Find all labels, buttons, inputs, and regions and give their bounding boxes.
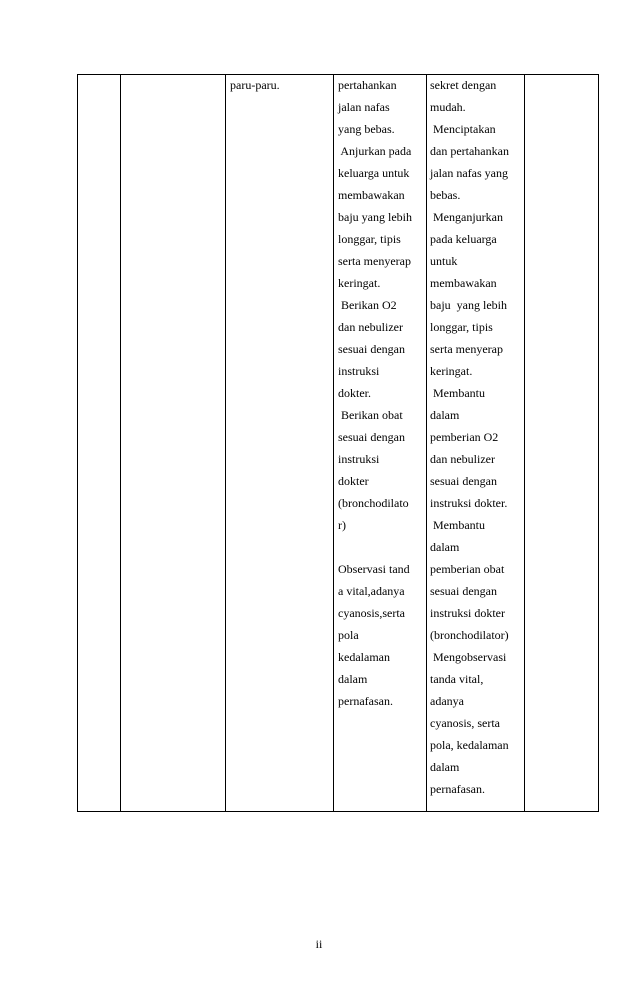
- cell-line: cyanosis, serta: [430, 716, 500, 730]
- cell-line: membawakan: [430, 276, 497, 290]
- column-divider: [426, 75, 427, 811]
- cell-line: membawakan: [338, 188, 405, 202]
- cell-line: Menciptakan: [430, 122, 496, 136]
- cell-line: Menganjurkan: [430, 210, 503, 224]
- cell-line: sesuai dengan: [430, 584, 497, 598]
- column-divider: [333, 75, 334, 811]
- cell-line: longgar, tipis: [430, 320, 493, 334]
- cell-line: sekret dengan: [430, 78, 497, 92]
- cell-line: paru-paru.: [230, 78, 280, 92]
- cell-line: pola: [338, 628, 359, 642]
- cell-col4: [338, 74, 412, 712]
- cell-line: dalam: [338, 672, 368, 686]
- cell-line: baju yang lebih: [430, 298, 507, 312]
- cell-line: yang bebas.: [338, 122, 395, 136]
- cell-line: sesuai dengan: [338, 430, 405, 444]
- cell-line: Observasi tand: [338, 562, 410, 576]
- cell-line: pemberian obat: [430, 562, 505, 576]
- cell-col5: [430, 74, 509, 800]
- cell-line: instruksi: [338, 364, 380, 378]
- cell-line: dan pertahankan: [430, 144, 509, 158]
- cell-line: Mengobservasi: [430, 650, 507, 664]
- column-divider: [524, 75, 525, 811]
- cell-line: (bronchodilator): [430, 628, 509, 642]
- column-divider: [120, 75, 121, 811]
- cell-line: instruksi: [338, 452, 380, 466]
- cell-line: instruksi dokter.: [430, 496, 508, 510]
- cell-line: tanda vital,: [430, 672, 484, 686]
- cell-line: kedalaman: [338, 650, 390, 664]
- cell-line: untuk: [430, 254, 458, 268]
- cell-line: keringat.: [430, 364, 473, 378]
- cell-line: Membantu: [430, 386, 485, 400]
- cell-line: dalam: [430, 540, 460, 554]
- cell-line: dalam: [430, 408, 460, 422]
- cell-line: instruksi dokter: [430, 606, 505, 620]
- cell-line: pola, kedalaman: [430, 738, 509, 752]
- cell-line: baju yang lebih: [338, 210, 412, 224]
- cell-line: keluarga untuk: [338, 166, 410, 180]
- page-number: ii: [315, 937, 323, 951]
- cell-line: bebas.: [430, 188, 461, 202]
- cell-line: jalan nafas: [338, 100, 390, 114]
- cell-line: Berikan O2: [338, 298, 397, 312]
- cell-line: sesuai dengan: [430, 474, 497, 488]
- column-divider: [225, 75, 226, 811]
- cell-line: pernafasan.: [338, 694, 393, 708]
- cell-line: r): [338, 518, 346, 532]
- cell-line: cyanosis,serta: [338, 606, 405, 620]
- cell-line: dokter.: [338, 386, 371, 400]
- cell-line: [338, 536, 412, 558]
- cell-line: pemberian O2: [430, 430, 499, 444]
- cell-line: dan nebulizer: [430, 452, 495, 466]
- cell-line: sesuai dengan: [338, 342, 405, 356]
- cell-line: dalam: [430, 760, 460, 774]
- cell-line: a vital,adanya: [338, 584, 405, 598]
- cell-line: longgar, tipis: [338, 232, 401, 246]
- cell-line: pertahankan: [338, 78, 397, 92]
- cell-line: keringat.: [338, 276, 381, 290]
- cell-col3: [230, 74, 280, 96]
- cell-line: dan nebulizer: [338, 320, 403, 334]
- cell-line: (bronchodilato: [338, 496, 409, 510]
- cell-line: Anjurkan pada: [338, 144, 412, 158]
- care-plan-table: [77, 74, 599, 812]
- cell-line: Berikan obat: [338, 408, 403, 422]
- cell-line: serta menyerap: [430, 342, 503, 356]
- cell-line: pada keluarga: [430, 232, 497, 246]
- cell-line: serta menyerap: [338, 254, 411, 268]
- cell-line: jalan nafas yang: [430, 166, 508, 180]
- cell-line: pernafasan.: [430, 782, 485, 796]
- cell-line: adanya: [430, 694, 464, 708]
- cell-line: mudah.: [430, 100, 466, 114]
- cell-line: dokter: [338, 474, 369, 488]
- cell-line: Membantu: [430, 518, 485, 532]
